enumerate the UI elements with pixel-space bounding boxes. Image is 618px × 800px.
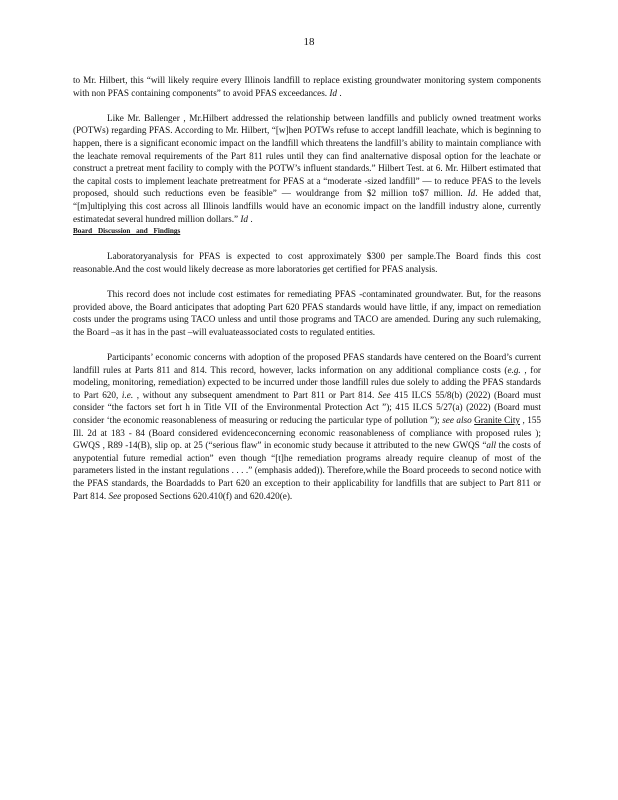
paragraph-1: to Mr. Hilbert, this “will likely require every Illinois landfill to replace existing groundwater monitoring system components with non PFAS containing components” to avoid PFAS exceedances. Id . (73, 75, 541, 98)
section-heading: Board Discussion and Findings (73, 227, 181, 236)
page-number: 18 (303, 36, 315, 48)
paragraph-5: Participants’ economic concerns with adoption of the proposed PFAS standards have centered on the Board’s current landfill rules at Parts 811 and 814. This record, however, lacks information on any additional compliance costs (e.g. , for modeling, monitoring, remediation) expected to be incurred under those landfill rules due solely to adding the PFAS standards to Part 620, i.e. , without any subsequent amendment to Part 811 or Part 814. See 415 ILCS 55/8(b) (2022) (Board must consider “the factors set fort h in Title VII of the Environmental Protection Act ”); 415 ILCS 5/27(a) (2022) (Board must consider ‘the economic reasonableness of measuring or reducing the particular type of pollution ”); see also Granite City , 155 Ill. 2d at 183 - 84 (Board considered evidenceconcerning economic reasonableness of compliance with proposed rules ); GWQS , R89 -14(B), slip op. at 25 (“serious flaw” in economic study because it attributed to the new GWQS “all the costs of anypotential future remedial action” even though “[t]he remediation programs already require cleanup of most of the parameters listed in the instant regulations . . . .” (emphasis added)). Therefore,while the Board proceeds to second notice with the PFAS standards, the Boardadds to Part 620 an exception to their applicability for landfills that are subject to Part 811 or Part 814. See proposed Sections 620.410(f) and 620.420(e). (73, 352, 542, 501)
citation-id: Id (467, 188, 476, 199)
citation-id: Id (240, 213, 249, 224)
paragraph-4: This record does not include cost estimates for remediating PFAS -contaminated groundwater. But, for the reasons provided above, the Board anticipates that adopting Part 620 PFAS standards would have little, if any, impact on remediation costs under the programs using TACO unless and until those programs and TACO are amended. During any such rulemaking, the Board –as it has in the past –will evaluateassociated costs to regulated entities. (73, 289, 541, 337)
citation-id: Id (329, 87, 338, 98)
paragraph-3: Laboratoryanalysis for PFAS is expected to cost approximately $300 per sample.The Board finds this cost reasonable.And the cost would likely decrease as more laboratories get certified for PFAS analysis. (73, 251, 541, 274)
case-name: Granite City (474, 415, 521, 426)
paragraph-2: Like Mr. Ballenger , Mr.Hilbert addressed the relationship between landfills and publicly owned treatment works (POTWs) regarding PFAS. According to Mr. Hilbert, “[w]hen POTWs refuse to accept landfill leachate, which is beginning to happen, there is a significant economic impact on the landfill which threatens the landfill’s ability to maintain compliance with the leachate removal requirements of the Part 811 rules until they can find analternative disposal option for the leachate or construct a pretreat ment facility to comply with the POTW’s influent standards.” Hilbert Test. at 6. Mr. Hilbert estimated that the capital costs to implement leachate pretreatment for PFAS at a “moderate -sized landfill” — to reduce PFAS to the levels proposed, should such reductions even be feasible” — wouldrange from $2 million to$7 million. Id. He added that, “[m]ultiplying this cost across all Illinois landfills would have an economic impact on the landfill industry alone, currently estimatedat several hundred million dollars.” Id . (73, 112, 542, 224)
document-body (73, 74, 541, 502)
